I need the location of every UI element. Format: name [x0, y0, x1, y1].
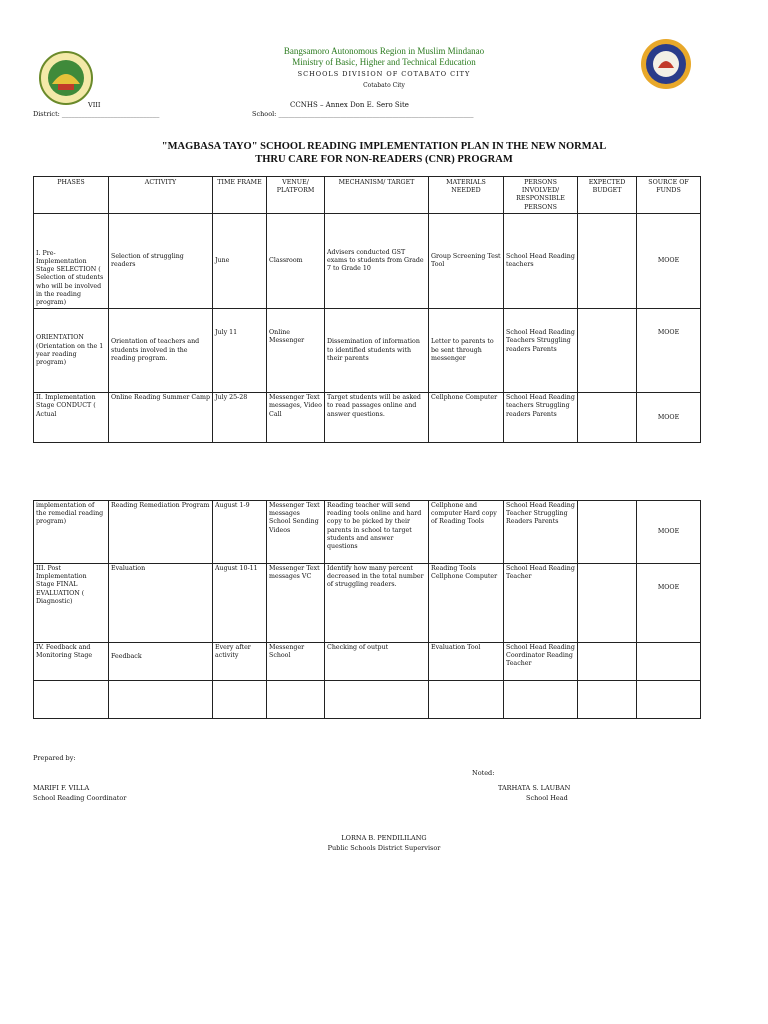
school-head-name: TARHATA S. LAUBAN [498, 784, 571, 792]
cell-time [213, 681, 267, 719]
cell-venue: Classroom [267, 213, 325, 308]
cell-activity: Feedback [109, 643, 213, 681]
cell-phase: III. Post Implementation Stage FINAL EVALUATION ( Diagnostic) [34, 564, 109, 643]
cell-funds: MOOE [637, 564, 701, 643]
cell-activity [109, 681, 213, 719]
header-time-frame: TIME FRAME [213, 177, 267, 214]
cell-persons [504, 681, 578, 719]
cell-funds: MOOE [637, 213, 701, 308]
cell-mechanism: Dissemination of information to identified students with their parents [325, 309, 429, 393]
header-activity: ACTIVITY [109, 177, 213, 214]
table-row [34, 501, 701, 564]
cell-phase: I. Pre-Implementation Stage SELECTION ( Selection of students who will be involved in the reading program) [34, 213, 109, 308]
region-code: VIII [88, 101, 101, 109]
division-name: SCHOOLS DIVISION OF COTABATO CITY [297, 70, 471, 78]
cell-venue: Messenger Text messages, Video Call [267, 393, 325, 443]
document-title-line1: "MAGBASA TAYO" SCHOOL READING IMPLEMENTATION PLAN IN THE NEW NORMAL [161, 141, 607, 152]
cell-budget [578, 393, 637, 443]
city-name: Cotabato City [363, 82, 405, 89]
school-site: CCNHS – Annex Don E. Sero Site [290, 101, 409, 109]
cell-activity: Evaluation [109, 564, 213, 643]
cell-activity: Orientation of teachers and students involved in the reading program. [109, 309, 213, 393]
cell-budget [578, 564, 637, 643]
table-header-row [34, 177, 701, 214]
cell-materials: Reading Tools Cellphone Computer [429, 564, 504, 643]
cell-materials [429, 681, 504, 719]
document-title-line2: THRU CARE FOR NON-READERS (CNR) PROGRAM [255, 154, 513, 165]
cell-budget [578, 501, 637, 564]
cell-phase: IV. Feedback and Monitoring Stage [34, 643, 109, 681]
cell-phase: ORIENTATION (Orientation on the 1 year reading program) [34, 309, 109, 393]
cell-time: Every after activity [213, 643, 267, 681]
school-head-role: School Head [526, 794, 568, 802]
table-row [34, 681, 701, 719]
cell-funds: MOOE [637, 309, 701, 393]
cell-budget [578, 309, 637, 393]
noted-label: Noted: [472, 769, 495, 777]
cell-venue [267, 681, 325, 719]
cell-persons: School Head Reading Teacher Struggling Readers Parents [504, 501, 578, 564]
cell-materials: Cellphone and computer Hard copy of Reading Tools [429, 501, 504, 564]
table-row [34, 213, 701, 308]
cell-time: July 25-28 [213, 393, 267, 443]
cell-mechanism: Advisers conducted GST exams to students from Grade 7 to Grade 10 [325, 213, 429, 308]
cell-budget [578, 643, 637, 681]
cell-persons: School Head Reading teachers Struggling readers Parents [504, 393, 578, 443]
ministry-name: Ministry of Basic, Higher and Technical Education [292, 57, 476, 67]
cell-mechanism: Reading teacher will send reading tools online and hard copy to be picked by their parents in school to target students and answer questions [325, 501, 429, 564]
cell-budget [578, 681, 637, 719]
cell-time: June [213, 213, 267, 308]
cell-persons: School Head Reading Teachers Struggling readers Parents [504, 309, 578, 393]
cell-phase: II. Implementation Stage CONDUCT ( Actual [34, 393, 109, 443]
region-name: Bangsamoro Autonomous Region in Muslim Mindanao [283, 46, 485, 56]
cell-funds: MOOE [637, 501, 701, 564]
header-persons: PERSONS INVOLVED/ RESPONSIBLE PERSONS [504, 177, 578, 214]
cell-phase [34, 681, 109, 719]
cell-materials: Cellphone Computer [429, 393, 504, 443]
cell-funds [637, 643, 701, 681]
cell-persons: School Head Reading teachers [504, 213, 578, 308]
cell-materials: Letter to parents to be sent through messenger [429, 309, 504, 393]
cell-materials: Group Screening Test Tool [429, 213, 504, 308]
table-row [34, 393, 701, 443]
cell-persons: School Head Reading Coordinator Reading Teacher [504, 643, 578, 681]
cell-activity: Reading Remediation Program [109, 501, 213, 564]
school-field: School: ____________________________________________________________ [252, 110, 474, 118]
cell-mechanism: Checking of output [325, 643, 429, 681]
table-row [34, 643, 701, 681]
implementation-plan-table-part2 [33, 500, 701, 719]
header-budget: EXPECTED BUDGET [578, 177, 637, 214]
header-materials: MATERIALS NEEDED [429, 177, 504, 214]
cell-activity: Selection of struggling readers [109, 213, 213, 308]
cell-time: August 10-11 [213, 564, 267, 643]
supervisor-role: Public Schools District Supervisor [327, 844, 441, 852]
cell-venue: Messenger School [267, 643, 325, 681]
header-funds: SOURCE OF FUNDS [637, 177, 701, 214]
cell-venue: Messenger Text messages School Sending Videos [267, 501, 325, 564]
cell-mechanism: Target students will be asked to read passages online and answer questions. [325, 393, 429, 443]
header-venue: VENUE/ PLATFORM [267, 177, 325, 214]
cell-phase: implementation of the remedial reading program) [34, 501, 109, 564]
cell-budget [578, 213, 637, 308]
cell-time: July 11 [213, 309, 267, 393]
cell-mechanism [325, 681, 429, 719]
cell-time: August 1-9 [213, 501, 267, 564]
supervisor-name: LORNA B. PENDILILANG [341, 834, 427, 842]
cell-materials: Evaluation Tool [429, 643, 504, 681]
preparer-name: MARIFI F. VILLA [33, 784, 90, 792]
implementation-plan-table-part1 [33, 176, 701, 443]
header-mechanism: MECHANISM/ TARGET [325, 177, 429, 214]
header-phases: PHASES [34, 177, 109, 214]
cell-funds [637, 681, 701, 719]
cell-funds: MOOE [637, 393, 701, 443]
cell-venue: Messenger Text messages VC [267, 564, 325, 643]
table-row [34, 564, 701, 643]
table-row [34, 309, 701, 393]
cell-activity: Online Reading Summer Camp [109, 393, 213, 443]
preparer-role: School Reading Coordinator [33, 794, 127, 802]
district-field: District: ______________________________ [33, 110, 160, 118]
cell-persons: School Head Reading Teacher [504, 564, 578, 643]
cell-venue: Online Messenger [267, 309, 325, 393]
cell-mechanism: Identify how many percent decreased in the total number of struggling readers. [325, 564, 429, 643]
prepared-by-label: Prepared by: [33, 754, 76, 762]
